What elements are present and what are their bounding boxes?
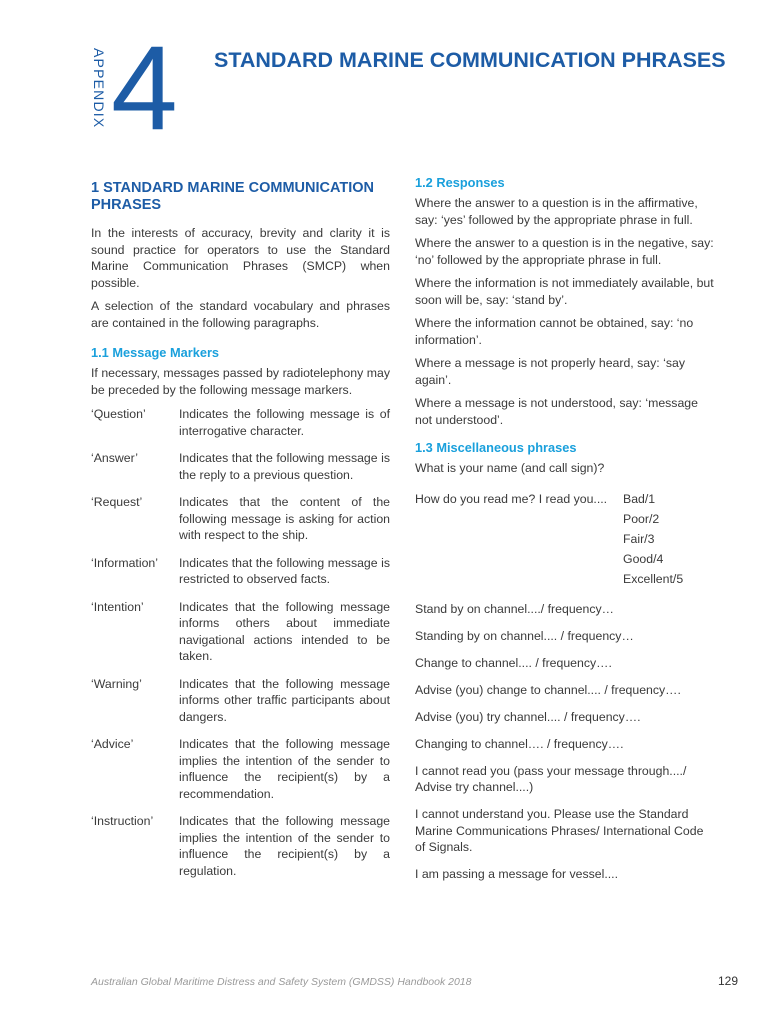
grade-item: Poor/2	[623, 511, 660, 526]
marker-term: ‘Question’	[91, 407, 146, 421]
marker-term: ‘Warning’	[91, 676, 142, 691]
marker-row	[91, 450, 390, 483]
response-item: Where the information is not immediately available, but soon will be, say: ‘stand by’.	[415, 276, 714, 307]
marker-term: ‘Request’	[91, 495, 143, 509]
misc-phrase: I am passing a message for vessel....	[415, 867, 618, 881]
misc-phrase: I cannot read you (pass your message through..../ Advise try channel....)	[415, 763, 687, 794]
marker-definition: Indicates that the following message informs other traffic participants about dangers.	[179, 676, 390, 724]
misc-phrase: Advise (you) change to channel.... / frequency….	[415, 682, 681, 697]
marker-row	[91, 676, 390, 726]
misc-phrase: I cannot understand you. Please use the Standard Marine Communications Phrases/ International Code of Signals.	[415, 807, 704, 854]
response-item: Where the answer to a question is in the negative, say: ‘no’ followed by the appropriate phrase in full.	[415, 236, 714, 267]
grade-item: Good/4	[623, 551, 664, 566]
section-1-1-heading: 1.1 Message Markers	[91, 345, 220, 360]
marker-term: ‘Instruction’	[91, 814, 154, 828]
intro-paragraph: A selection of the standard vocabulary and phrases are contained in the following paragraphs.	[91, 299, 390, 330]
section-1-3-heading: 1.3 Miscellaneous phrases	[415, 440, 577, 455]
marker-term: ‘Advice’	[91, 737, 134, 751]
marker-definition: Indicates that the content of the following message is asking for action with respect to the ship.	[179, 495, 390, 542]
right-column	[415, 175, 715, 893]
read-question: How do you read me? I read you....	[415, 491, 608, 506]
marker-definition: Indicates that the following message is the reply to a previous question.	[179, 451, 390, 482]
name-question: What is your name (and call sign)?	[415, 461, 605, 475]
misc-phrase: Standing by on channel.... / frequency…	[415, 628, 634, 643]
response-item: Where a message is not properly heard, say: ‘say again’.	[415, 356, 685, 387]
intro-paragraph: In the interests of accuracy, brevity and clarity it is sound practice for operators to use the Standard Marine Communication Phrases (SMCP) when possible.	[91, 226, 390, 290]
misc-phrase: Stand by on channel..../ frequency…	[415, 601, 614, 616]
page-title: STANDARD MARINE COMMUNICATION PHRASES	[214, 48, 726, 72]
section-1-heading: 1 STANDARD MARINE COMMUNICATION PHRASES	[91, 180, 375, 213]
section-1-2-heading: 1.2 Responses	[415, 175, 505, 190]
marker-term: ‘Answer’	[91, 451, 138, 465]
marker-term: ‘Intention’	[91, 599, 144, 614]
grade-list	[623, 489, 683, 589]
response-item: Where the answer to a question is in the affirmative, say: ‘yes’ followed by the appropriate phrase in full.	[415, 196, 698, 227]
marker-definition: Indicates that the following message informs others about immediate navigational actions intended to be taken.	[179, 599, 390, 663]
footer-text: Australian Global Maritime Distress and Safety System (GMDSS) Handbook 2018	[91, 976, 472, 988]
grade-item: Excellent/5	[623, 571, 684, 586]
response-item: Where the information cannot be obtained, say: ‘no information’.	[415, 316, 694, 347]
marker-row	[91, 813, 390, 879]
read-grades	[415, 491, 715, 589]
marker-definition: Indicates that the following message implies the intention of the sender to influence the recipient(s) by a regulation.	[179, 814, 390, 878]
marker-row	[91, 555, 390, 588]
appendix-number: 4	[111, 21, 178, 155]
appendix-label: APPENDIX	[91, 48, 107, 129]
markers-intro: If necessary, messages passed by radiotelephony may be preceded by the following message markers.	[91, 366, 390, 397]
misc-phrase: Advise (you) try channel.... / frequency….	[415, 709, 641, 724]
grade-item: Bad/1	[623, 491, 656, 506]
marker-row	[91, 736, 390, 802]
grade-item: Fair/3	[623, 531, 655, 546]
marker-row	[91, 599, 390, 665]
misc-phrases	[415, 601, 715, 883]
misc-phrase: Changing to channel…. / frequency….	[415, 736, 624, 751]
message-markers-list	[91, 406, 390, 879]
left-column	[91, 175, 390, 890]
response-item: Where a message is not understood, say: ‘message not understood’.	[415, 396, 698, 427]
marker-row	[91, 406, 390, 439]
marker-term: ‘Information’	[91, 555, 158, 570]
marker-row	[91, 494, 390, 544]
page-number: 129	[718, 974, 739, 988]
marker-definition: Indicates that the following message implies the intention of the sender to influence the recipient(s) by a recommendation.	[179, 737, 390, 801]
marker-definition: Indicates the following message is of interrogative character.	[179, 407, 390, 438]
marker-definition: Indicates that the following message is restricted to observed facts.	[179, 555, 390, 586]
misc-phrase: Change to channel.... / frequency….	[415, 655, 612, 670]
